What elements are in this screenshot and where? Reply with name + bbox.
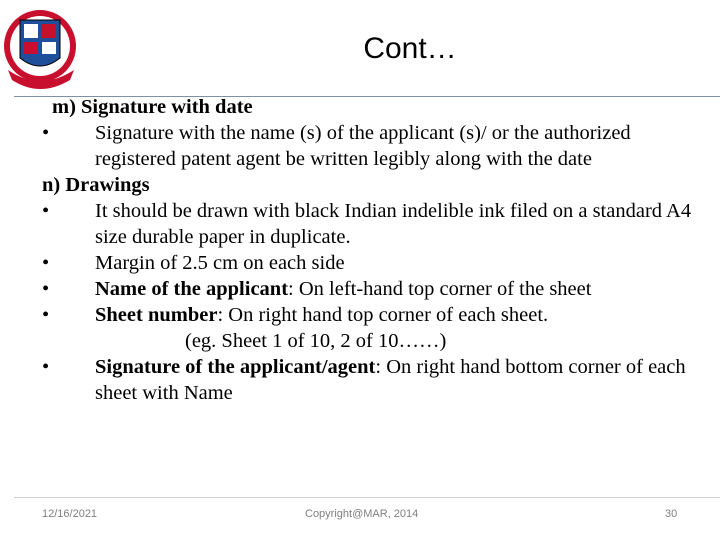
bullet-glyph: • bbox=[42, 356, 50, 378]
bullet-glyph: • bbox=[42, 252, 50, 274]
bullet-item bbox=[42, 276, 712, 302]
bullet-text: It should be drawn with black Indian indelible ink filed on a standard A4 size durable paper in duplicate. bbox=[95, 200, 692, 248]
section-heading-n: n) Drawings bbox=[42, 174, 150, 196]
bullet-text: Margin of 2.5 cm on each side bbox=[95, 252, 345, 274]
bullet-text: : On left-hand top corner of the sheet bbox=[288, 278, 592, 300]
bullet-bold-label: Name of the applicant bbox=[95, 278, 289, 300]
bullet-glyph: • bbox=[42, 278, 50, 300]
bullet-glyph: • bbox=[42, 122, 50, 144]
footer-copyright: Copyright@MAR, 2014 bbox=[305, 508, 419, 520]
slide-body bbox=[42, 94, 712, 406]
bullet-glyph: • bbox=[42, 200, 50, 222]
bullet-item bbox=[42, 302, 712, 328]
bullet-text: Signature with the name (s) of the applicant (s)/ or the authorized registered patent agent be written legibly along with the date bbox=[95, 122, 631, 170]
bullet-item bbox=[42, 250, 712, 276]
bullet-glyph: • bbox=[42, 304, 50, 326]
page-number: 30 bbox=[665, 508, 678, 520]
bullet-text: : On right hand top corner of each sheet. bbox=[217, 304, 549, 326]
bullet-bold-label: Signature of the applicant/agent bbox=[95, 356, 376, 378]
slide-title: Cont… bbox=[363, 32, 457, 65]
bullet-bold-label: Sheet number bbox=[95, 304, 218, 326]
footer-date: 12/16/2021 bbox=[42, 508, 98, 520]
footer-divider bbox=[14, 497, 720, 498]
institution-logo bbox=[0, 0, 82, 96]
bullet-item bbox=[42, 354, 712, 406]
bullet-text: : On right hand bottom corner of each sheet with Name bbox=[95, 356, 686, 404]
section-heading-m: m) Signature with date bbox=[52, 96, 253, 118]
bullet-item bbox=[42, 120, 712, 172]
bullet-item bbox=[42, 198, 712, 250]
example-text: (eg. Sheet 1 of 10, 2 of 10……) bbox=[185, 330, 447, 352]
